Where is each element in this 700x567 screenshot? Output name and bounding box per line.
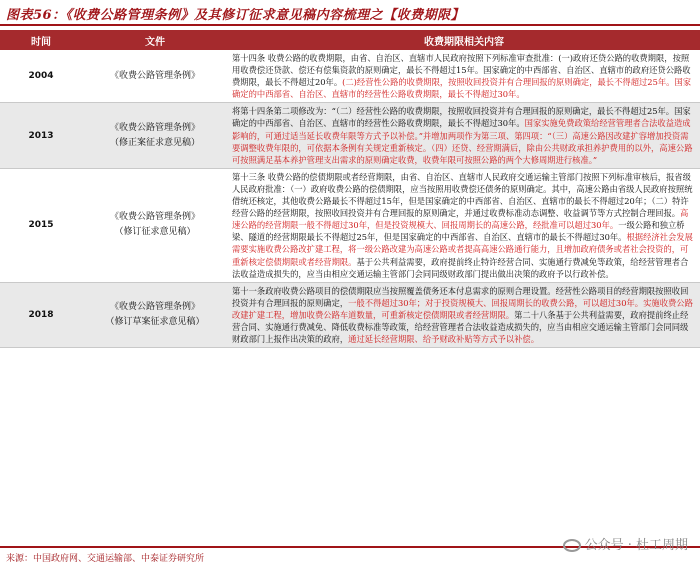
highlighted-clause: (二)经营性公路的收费期限，按照收回投资并有合理回报的原则确定，最长不得超过25年。国家确定的中西部省、自治区、直辖市的经营性公路收费期限，最长不得超过30年。 xyxy=(232,77,692,100)
clause-text: 第十一条 xyxy=(232,285,266,296)
table-row xyxy=(0,282,700,347)
table-row xyxy=(0,103,700,168)
wechat-icon xyxy=(563,539,581,552)
clause-text: (一)政府还贷公路的收费期限，按照用收费偿还贷款、偿还有偿集资款的原则确定，最长不得超过15年。 xyxy=(232,53,690,76)
document-name-line: 《收费公路管理条例》 xyxy=(109,212,200,223)
document-name-line: （修订草案征求意见稿） xyxy=(105,316,205,327)
row-content xyxy=(228,168,700,282)
row-document xyxy=(82,282,228,347)
clause-text: 第十四条 收费公路的收费期限，由省、自治区、直辖市人民政府按照下列标准审查批准： xyxy=(232,53,559,63)
document-name-line: 《收费公路管理条例》 xyxy=(109,301,200,312)
row-year: 2004 xyxy=(0,50,82,103)
row-year: 2013 xyxy=(0,103,82,168)
watermark-text: 公众号 · 杜工周期 xyxy=(584,538,688,553)
clause-text: 国家确定的中西部省、自治区、直辖市的政府还贷公路收费期限，最长不得超过20年。 xyxy=(232,65,691,88)
row-document xyxy=(82,168,228,282)
clause-text: 第二十八条 xyxy=(514,309,556,320)
highlighted-clause: 通过延长经营期限、给予财政补贴等方式予以补偿。 xyxy=(348,334,540,345)
figure-title: 图表56：《收费公路管理条例》及其修订征求意见稿内容梳理之【收费期限】 xyxy=(6,8,465,23)
table-row xyxy=(0,168,700,282)
clause-text: 基于公共利益需要，政府提前终止经营合同、实施通行费减免、降低收费标准等政策，给经营管理者合法收益造成损失的，应当由相应交通运输主管部门会同同级财政部门上报作出决策的政府， xyxy=(232,309,689,345)
clause-text: （一）政府收费公路的偿债期限，应当按照用收费偿还债务的原则确定。其中，高速公路由省级人民政府按照统借统还核定，其他收费公路最长不得超过15年，但是国家确定的中西部省、自治区、直辖市的最长不得超过20年； xyxy=(232,183,693,207)
highlighted-clause: ”并增加两项作为第三项、第四项：“（三）高速公路因改建扩容增加投资需要调整收费年限的，可依据本条例有关规定重新核定。 xyxy=(232,130,689,153)
document-name-line: 《收费公路管理条例》 xyxy=(109,122,200,133)
document-name-line: （修订征求意见稿） xyxy=(114,227,196,238)
figure-title-bar xyxy=(0,0,700,26)
watermark xyxy=(563,534,688,553)
content-table xyxy=(0,30,700,348)
document-name-line: 《收费公路管理条例》 xyxy=(109,70,200,81)
highlighted-clause: 实施收费公路改建扩建工程，增加收费公路车道数量，可重新核定偿债期限或者经营期限。 xyxy=(232,297,693,320)
row-content xyxy=(228,50,700,103)
table-header-row xyxy=(0,30,700,50)
header-year: 时间 xyxy=(0,30,82,50)
row-content xyxy=(228,103,700,168)
highlighted-clause: 国家实施免费政策给经营管理者合法收益造成影响的，可通过适当延长收费年限等方式予以补偿。 xyxy=(232,118,691,141)
table-row xyxy=(0,50,700,103)
row-content xyxy=(228,282,700,347)
clause-text: 一级公路和独立桥梁、隧道的经营期限最长不得超过25年，但是国家确定的中西部省、自治区、直辖市的最长不得超过30年。 xyxy=(232,220,685,243)
highlighted-clause: 高速公路的经营期限一般不得超过30年，但是投资规模大、回报周期长的高速公路，经批准可以超过30年。 xyxy=(232,208,689,231)
clause-text: 政府收费公路项目的偿债期限应当按照覆盖债务还本付息需求的原则合理设置。 xyxy=(265,285,556,296)
source-note: 来源：中国政府网、交通运输部、中泰证券研究所 xyxy=(6,554,205,564)
header-document: 文件 xyxy=(82,30,228,50)
clause-text: 经营性公路项目的经营期限按照收回投资并有合理回报的原则确定， xyxy=(232,285,689,308)
clause-text: （二）特许经营公路的经营期限，按照收回投资并有合理回报的原则确定，并通过收费标准动态调整、收益调节等方式控制合理回报。 xyxy=(232,196,689,219)
header-content: 收费期限相关内容 xyxy=(228,30,700,50)
clause-text: 将第十四条第二项修改为：“（二）经营性公路的收费期限，按照收回投资并有合理回报的原则确定，最长不得超过25年。国家确定的中西部省、自治区、直辖市的经营性公路收费期限，最长不得超过30年。 xyxy=(232,106,691,129)
document-name-line: （修正案征求意见稿） xyxy=(109,137,200,148)
row-year: 2018 xyxy=(0,282,82,347)
highlighted-clause: 一般不得超过30年；对于投资规模大、回报周期长的收费公路，可以超过30年。 xyxy=(348,297,644,308)
clause-text: 基于公共利益需要，政府提前终止特许经营合同、实施通行费减免等政策，给经营管理者合法收益造成损失的，应当由相应交通运输主管部门会同同级财政部门提出做出决策的政府予以行政补偿。 xyxy=(232,256,689,279)
highlighted-clause: （四）还贷、经营期满后，除由公共财政承担养护费用的以外，高速公路可按照满足基本养护管理支出需求的原则确定收费，收费年限可按照公路的两个大修周期进行核准。” xyxy=(232,142,693,165)
row-document xyxy=(82,50,228,103)
clause-text: 第十三条 收费公路的偿债期限或者经营期限，由省、自治区、直辖市人民政府交通运输主管部门按照下列标准审核后，报省级人民政府批准： xyxy=(232,171,691,194)
row-year: 2015 xyxy=(0,168,82,282)
row-document xyxy=(82,103,228,168)
highlighted-clause: 根据经济社会发展需要实施收费公路改扩建工程，将一级公路改建为高速公路或者提高高速公路通行能力，且增加政府债务或者社会投资的，可重新核定偿债期限或者经营期限。 xyxy=(232,232,693,267)
footer xyxy=(0,538,700,567)
